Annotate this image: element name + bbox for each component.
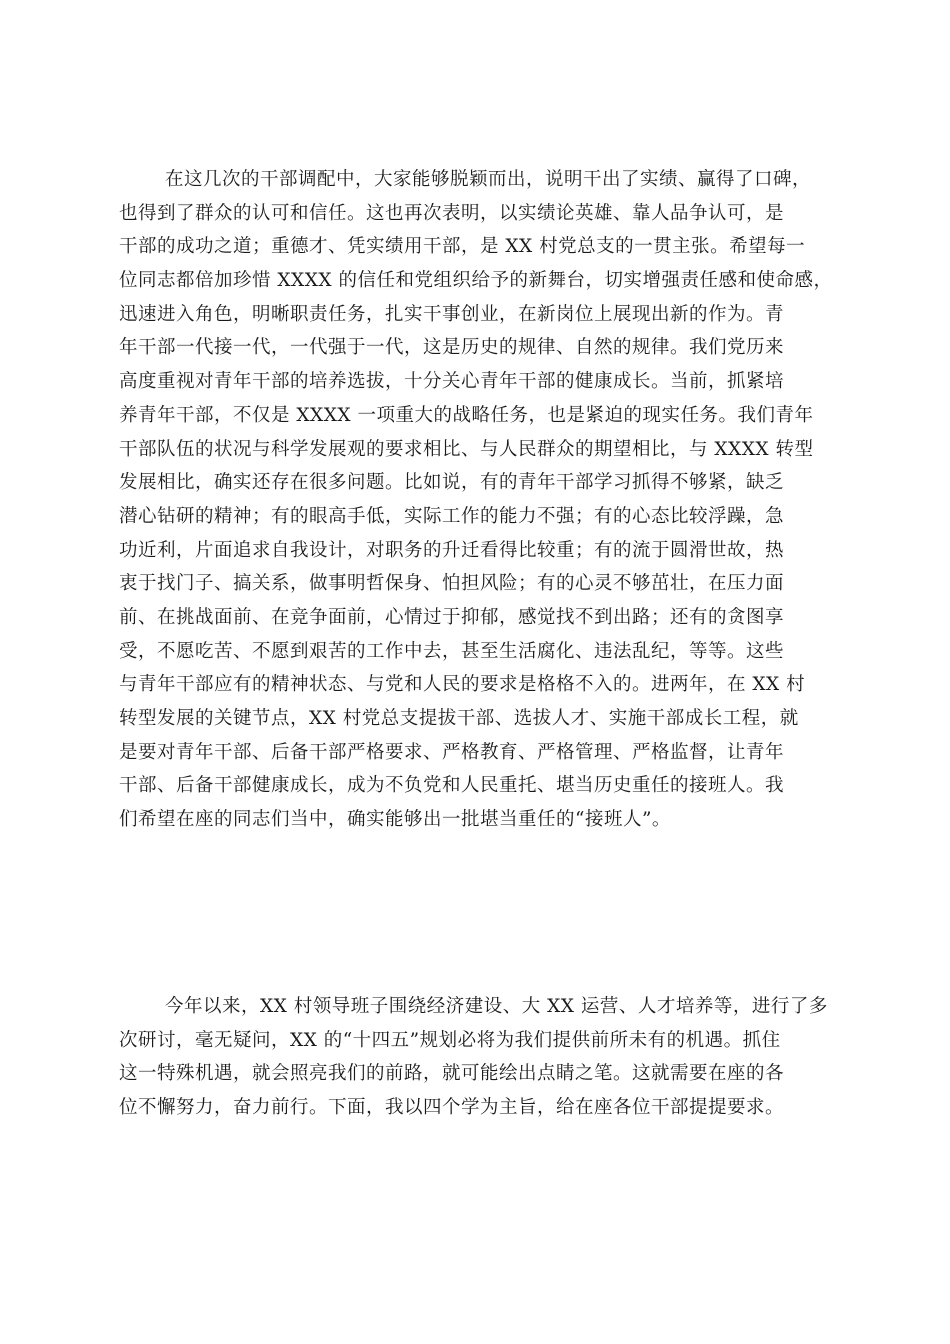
paragraph-line: 前、在挑战面前、在竞争面前，心情过于抑郁，感觉找不到出路；还有的贪图享 bbox=[119, 606, 785, 628]
paragraph-line: 功近利，片面追求自我设计，对职务的升迁看得比较重；有的流于圆滑世故，热 bbox=[119, 539, 785, 561]
paragraph-line: 养青年干部，不仅是 XXXX 一项重大的战略任务，也是紧迫的现实任务。我们青年 bbox=[119, 404, 814, 426]
paragraph-line: 干部、后备干部健康成长，成为不负党和人民重托、堪当历史重任的接班人。我 bbox=[119, 775, 785, 797]
paragraph-line: 今年以来，XX 村领导班子围绕经济建设、大 XX 运营、人才培养等，进行了多 bbox=[165, 996, 828, 1017]
paragraph-opportunity bbox=[119, 990, 841, 1125]
paragraph-line: 迅速进入角色，明晰职责任务，扎实干事创业，在新岗位上展现出新的作为。青 bbox=[119, 303, 785, 325]
paragraph-line: 潜心钻研的精神；有的眼高手低，实际工作的能力不强；有的心态比较浮躁，急 bbox=[119, 505, 785, 527]
paragraph-line: 转型发展的关键节点，XX 村党总支提拔干部、选拔人才、实施干部成长工程，就 bbox=[119, 708, 799, 729]
paragraph-line: 在这几次的干部调配中，大家能够脱颖而出，说明干出了实绩、赢得了口碑， bbox=[165, 169, 812, 190]
paragraph-line: 高度重视对青年干部的培养选拔，十分关心青年干部的健康成长。当前，抓紧培 bbox=[119, 371, 785, 393]
paragraph-line: 衷于找门子、搞关系，做事明哲保身、怕担风险；有的心灵不够茁壮，在压力面 bbox=[119, 573, 785, 595]
paragraph-line: 们希望在座的同志们当中，确实能够出一批堪当重任的“接班人”。 bbox=[119, 809, 671, 831]
paragraph-line: 位不懈努力，奋力前行。下面，我以四个学为主旨，给在座各位干部提提要求。 bbox=[119, 1097, 785, 1119]
paragraph-line: 是要对青年干部、后备干部严格要求、严格教育、严格管理、严格监督，让青年 bbox=[119, 741, 785, 763]
paragraph-line: 位同志都倍加珍惜 XXXX 的信任和党组织给予的新舞台，切实增强责任感和使命感， bbox=[119, 270, 833, 292]
paragraph-cadre-training bbox=[119, 163, 841, 837]
paragraph-line: 干部的成功之道；重德才、凭实绩用干部，是 XX 村党总支的一贯主张。希望每一 bbox=[119, 236, 806, 258]
paragraph-line: 这一特殊机遇，就会照亮我们的前路，就可能绘出点睛之笔。这就需要在座的各 bbox=[119, 1063, 785, 1085]
paragraph-line: 干部队伍的状况与科学发展观的要求相比、与人民群众的期望相比，与 XXXX 转型 bbox=[119, 438, 814, 460]
paragraph-line: 年干部一代接一代，一代强于一代，这是历史的规律、自然的规律。我们党历来 bbox=[119, 337, 785, 359]
paragraph-line: 次研讨，毫无疑问，XX 的“十四五”规划必将为我们提供前所未有的机遇。抓住 bbox=[119, 1029, 781, 1051]
paragraph-line: 也得到了群众的认可和信任。这也再次表明，以实绩论英雄、靠人品争认可，是 bbox=[119, 202, 785, 224]
paragraph-line: 受，不愿吃苦、不愿到艰苦的工作中去，甚至生活腐化、违法乱纪，等等。这些 bbox=[119, 640, 785, 662]
paragraph-line: 与青年干部应有的精神状态、与党和人民的要求是格格不入的。进两年，在 XX 村 bbox=[119, 674, 806, 696]
paragraph-line: 发展相比，确实还存在很多问题。比如说，有的青年干部学习抓得不够紧，缺乏 bbox=[119, 472, 785, 494]
